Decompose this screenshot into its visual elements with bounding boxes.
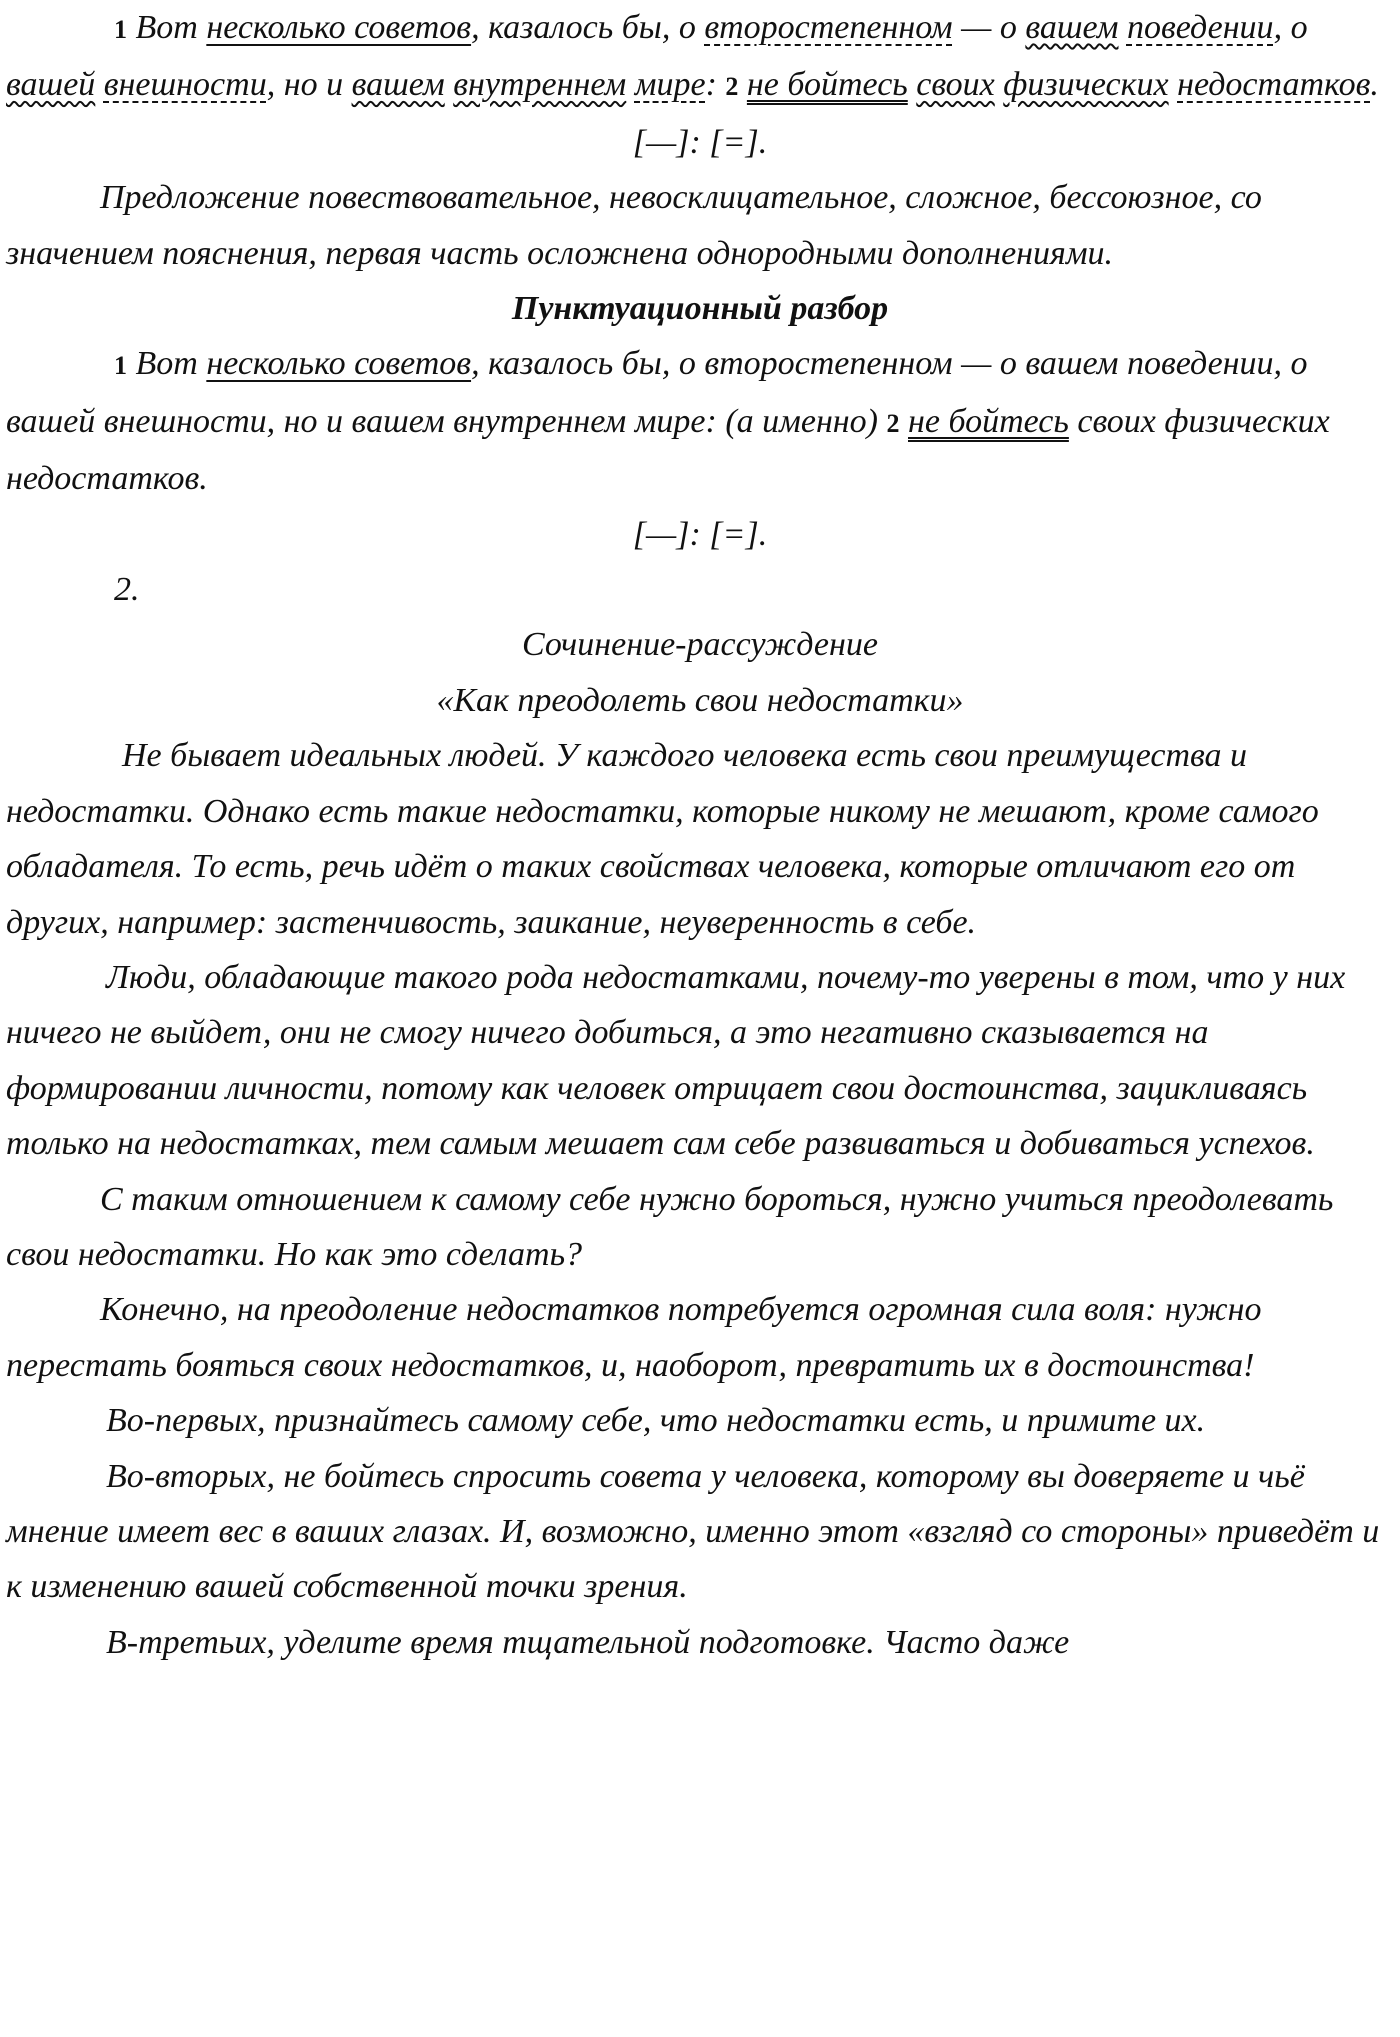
essay-paragraph: Во-первых, признайтесь самому себе, что недостатки есть, и примите их. — [106, 1402, 1206, 1440]
clause-number: 2 — [886, 408, 900, 438]
object-underline: поведении — [1126, 9, 1274, 46]
document-page — [6, 0, 1394, 1670]
attribute-underline: физических — [1003, 66, 1169, 104]
clause-number: 1 — [114, 15, 127, 44]
essay-paragraph: С таким отношением к самому себе нужно бороться, нужно учиться преодолевать свои недостатки. Но как это сделать? — [6, 1180, 1334, 1273]
clause-number: 2 — [725, 72, 739, 102]
sentence-scheme: [—]: [=]. — [632, 515, 768, 553]
subject-underline: несколько советов — [206, 9, 472, 46]
essay-paragraph: В-третьих, уделите время тщательной подготовке. Часто даже — [106, 1623, 1070, 1661]
essay-paragraph: Во-вторых, не бойтесь спросить совета у человека, которому вы доверяете и чьё мнение имеет вес в ваших глазах. И, возможно, именно этот «взгляд со стороны» приведёт и к изменению вашей собственной точки зрения. — [6, 1457, 1380, 1606]
attribute-underline: внутреннем — [453, 66, 627, 104]
parsed-sentence: 1 Вот несколько советов, казалось бы, о второстепенном — о вашем поведении, о вашей внешности, но и вашем внутреннем мире: 2 не бойтесь своих физических недостатков. — [6, 9, 1379, 104]
essay-paragraph: Конечно, на преодоление недостатков потребуется огромная сила воля: нужно перестать бояться своих недостатков, и, наоборот, превратить их в достоинства! — [6, 1291, 1262, 1384]
essay-title: «Как преодолеть свои недостатки» — [436, 681, 964, 719]
attribute-underline: вашей — [6, 66, 96, 104]
object-underline: недостатков — [1177, 66, 1371, 104]
section-heading: Пунктуационный разбор — [511, 290, 889, 328]
attribute-underline: вашем — [351, 66, 445, 104]
object-underline: мире — [634, 66, 706, 104]
object-underline: внешности — [103, 66, 267, 104]
sentence-scheme: [—]: [=]. — [632, 123, 768, 161]
essay-paragraph: Люди, обладающие такого рода недостатками, почему-то уверены в том, что у них ничего не выйдет, они не смогу ничего добиться, а это негативно сказывается на формировании личности, потому как человек отрицает свои достоинства, зацикливаясь только на недостатках, тем самым мешает сам себе развиваться и добиваться успехов. — [6, 958, 1346, 1163]
predicate-underline: не бойтесь — [746, 66, 908, 104]
task-number: 2. — [114, 571, 140, 609]
sentence-description: Предложение повествовательное, невосклицательное, сложное, бессоюзное, со значением пояснения, первая часть осложнена однородными дополнениями. — [6, 179, 1262, 272]
punctuation-sentence: 1 Вот несколько советов, казалось бы, о второстепенном — о вашем поведении, о вашей внешности, но и вашем внутреннем мире: (а именно) 2 не бойтесь своих физических недостатков. — [6, 345, 1330, 498]
essay-kind: Сочинение-рассуждение — [522, 626, 878, 664]
essay-paragraph: Не бывает идеальных людей. У каждого человека есть свои преимущества и недостатки. Однако есть такие недостатки, которые никому не мешают, кроме самого обладателя. То есть, речь идёт о таких свойствах человека, которые отличают его от других, например: застенчивость, заикание, неуверенность в себе. — [6, 737, 1319, 941]
attribute-underline: своих — [916, 66, 995, 104]
attribute-underline: вашем — [1025, 9, 1119, 46]
subject-underline: несколько советов — [206, 345, 472, 383]
object-underline: второстепенном — [704, 9, 953, 46]
predicate-underline: не бойтесь — [908, 402, 1069, 440]
clause-number: 1 — [114, 351, 127, 381]
